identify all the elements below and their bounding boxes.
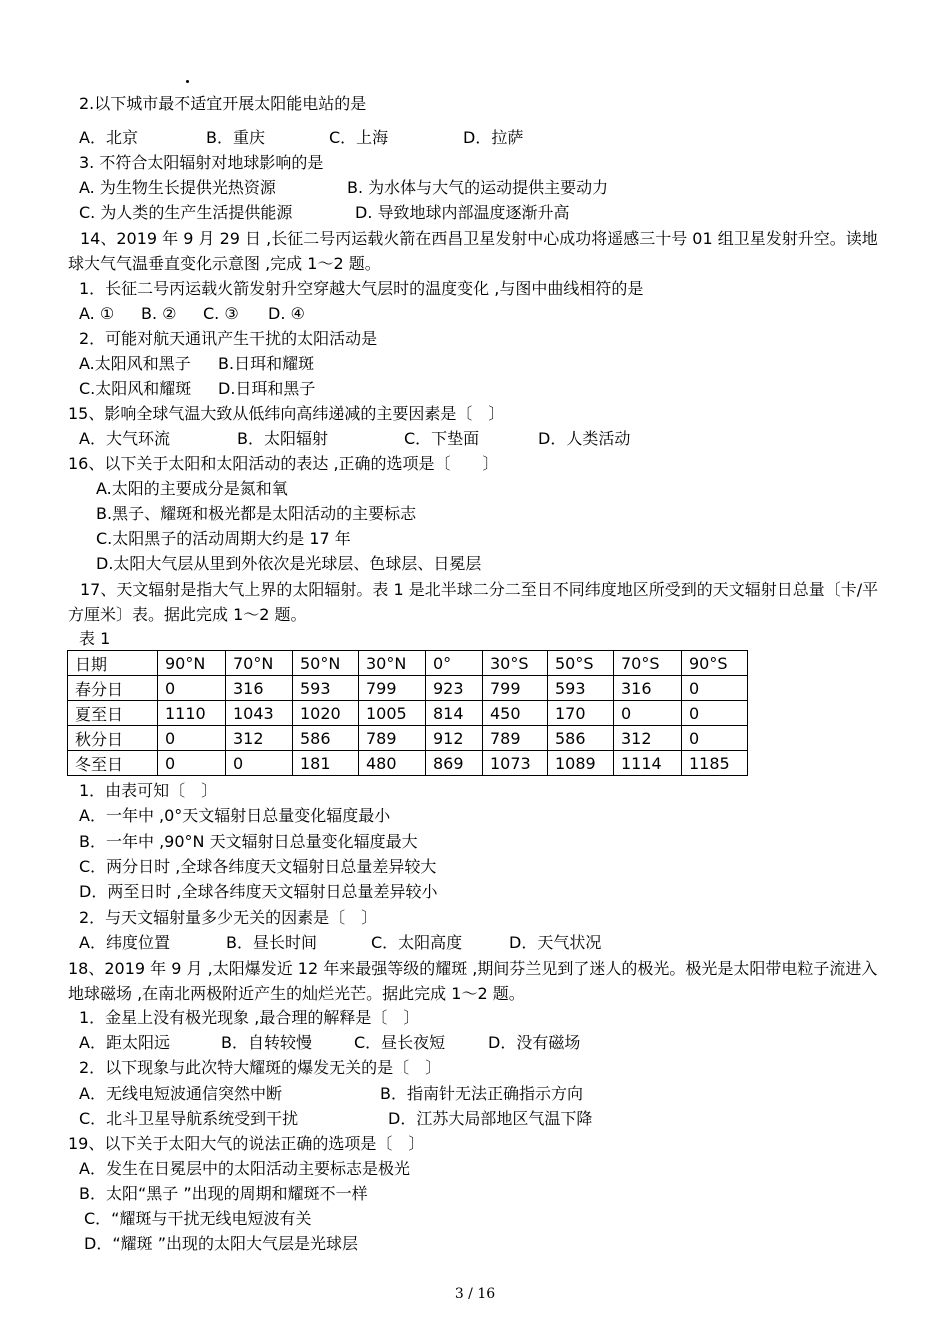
q2-option-a: A．北京 [79, 128, 138, 147]
q14-sub1-option-b: B. ② [141, 304, 177, 323]
table-cell: 814 [426, 701, 483, 726]
table-header-cell: 90°N [158, 651, 226, 676]
table-row [68, 751, 748, 776]
table-cell: 0 [158, 676, 226, 701]
table-cell: 586 [293, 726, 359, 751]
table-header-cell: 50°N [293, 651, 359, 676]
q15-option-d: D．人类活动 [538, 429, 631, 448]
table-cell: 0 [682, 676, 748, 701]
table-cell: 夏至日 [68, 701, 158, 726]
q3-option-a: A. 为生物生长提供光热资源 [79, 178, 276, 197]
table-cell: 799 [359, 676, 426, 701]
q18-intro: 18、2019 年 9 月 ,太阳爆发近 12 年来最强等级的耀斑 ,期间芬兰见到了迷人的极光。极光是太阳带电粒子流进入地球磁场 ,在南北两极附近产生的灿烂光芒。据此完成 1～2 题。 [68, 959, 878, 1003]
q3-stem: 3. 不符合太阳辐射对地球影响的是 [79, 153, 324, 172]
table-header-cell: 70°S [614, 651, 682, 676]
q15-stem: 15、影响全球气温大致从低纬向高纬递减的主要因素是〔 〕 [68, 404, 505, 423]
q3-option-d: D. 导致地球内部温度逐渐升高 [355, 203, 570, 222]
table-cell: 480 [359, 751, 426, 776]
table-cell: 0 [614, 701, 682, 726]
q15-option-a: A．大气环流 [79, 429, 170, 448]
q2-option-d: D．拉萨 [463, 128, 524, 147]
q14-sub2-option-b: B.日珥和耀斑 [218, 354, 315, 373]
q18-sub1-option-d: D．没有磁场 [488, 1033, 581, 1052]
q14-sub2-option-c: C.太阳风和耀斑 [79, 379, 192, 398]
table-caption: 表 1 [79, 629, 111, 648]
table-cell: 799 [483, 676, 548, 701]
table-header-cell: 0° [426, 651, 483, 676]
table-cell: 923 [426, 676, 483, 701]
table-cell: 0 [226, 751, 293, 776]
table-cell: 0 [682, 726, 748, 751]
table-cell: 170 [548, 701, 614, 726]
q14-sub2-option-d: D.日珥和黑子 [218, 379, 316, 398]
table-cell: 312 [614, 726, 682, 751]
table-cell: 593 [293, 676, 359, 701]
q17-sub2-option-b: B．昼长时间 [226, 933, 317, 952]
q16-option-c: C.太阳黑子的活动周期大约是 17 年 [96, 529, 351, 548]
q2-option-c: C．上海 [329, 128, 389, 147]
q3-option-c: C. 为人类的生产生活提供能源 [79, 203, 293, 222]
radiation-table [67, 650, 748, 776]
q17-sub1-stem: 1．由表可知〔 〕 [79, 781, 218, 800]
table-cell: 316 [614, 676, 682, 701]
q18-sub1-option-c: C．昼长夜短 [354, 1033, 446, 1052]
table-cell: 450 [483, 701, 548, 726]
table-cell: 181 [293, 751, 359, 776]
q17-sub1-option-d: D．两至日时 ,全球各纬度天文辐射日总量差异较小 [79, 882, 438, 901]
table-cell: 1089 [548, 751, 614, 776]
table-cell: 1185 [682, 751, 748, 776]
q16-option-b: B.黑子、耀斑和极光都是太阳活动的主要标志 [96, 504, 417, 523]
q14-sub1-option-a: A. ① [79, 304, 115, 323]
q17-sub1-option-b: B．一年中 ,90°N 天文辐射日总量变化辐度最大 [79, 832, 418, 851]
table-cell: 316 [226, 676, 293, 701]
q18-sub1-stem: 1．金星上没有极光现象 ,最合理的解释是〔 〕 [79, 1008, 420, 1027]
q19-option-b: B．太阳“黑子 ”出现的周期和耀斑不一样 [79, 1184, 368, 1203]
table-cell: 1114 [614, 751, 682, 776]
table-cell: 869 [426, 751, 483, 776]
table-header-cell: 90°S [682, 651, 748, 676]
table-header-cell: 50°S [548, 651, 614, 676]
q16-option-a: A.太阳的主要成分是氮和氧 [96, 479, 288, 498]
q3-option-b: B. 为水体与大气的运动提供主要动力 [347, 178, 609, 197]
table-cell: 0 [158, 726, 226, 751]
table-header-cell: 30°S [483, 651, 548, 676]
q17-sub2-stem: 2．与天文辐射量多少无关的因素是〔 〕 [79, 908, 378, 927]
table-cell: 春分日 [68, 676, 158, 701]
table-cell: 秋分日 [68, 726, 158, 751]
table-row [68, 676, 748, 701]
q18-sub2-option-d: D．江苏大局部地区气温下降 [388, 1109, 593, 1128]
stray-dot [186, 80, 189, 83]
q15-option-b: B．太阳辐射 [237, 429, 328, 448]
table-cell: 312 [226, 726, 293, 751]
table-header-cell: 70°N [226, 651, 293, 676]
q14-sub2-stem: 2．可能对航天通讯产生干扰的太阳活动是 [79, 329, 378, 348]
table-header-cell: 30°N [359, 651, 426, 676]
q18-sub2-option-a: A．无线电短波通信突然中断 [79, 1084, 282, 1103]
table-cell: 1043 [226, 701, 293, 726]
table-cell: 1020 [293, 701, 359, 726]
q14-intro: 14、2019 年 9 月 29 日 ,长征二号丙运载火箭在西昌卫星发射中心成功将遥感三十号 01 组卫星发射升空。读地球大气气温垂直变化示意图 ,完成 1～2 题。 [68, 229, 878, 273]
table-cell: 789 [359, 726, 426, 751]
table-header-row [68, 651, 748, 676]
q19-stem: 19、以下关于太阳大气的说法正确的选项是〔 〕 [68, 1134, 425, 1153]
q18-sub2-option-c: C．北斗卫星导航系统受到干扰 [79, 1109, 299, 1128]
q19-option-c: C．“耀斑与干扰无线电短波有关 [84, 1209, 312, 1228]
q14-sub1-option-d: D. ④ [268, 304, 305, 323]
q16-option-d: D.太阳大气层从里到外依次是光球层、色球层、日冕层 [96, 554, 482, 573]
q18-sub2-stem: 2．以下现象与此次特大耀斑的爆发无关的是〔 〕 [79, 1058, 442, 1077]
q18-sub2-option-b: B．指南针无法正确指示方向 [380, 1084, 583, 1103]
table-row [68, 701, 748, 726]
q19-option-a: A．发生在日冕层中的太阳活动主要标志是极光 [79, 1159, 410, 1178]
table-cell: 冬至日 [68, 751, 158, 776]
table-cell: 789 [483, 726, 548, 751]
table-row [68, 726, 748, 751]
table-cell: 593 [548, 676, 614, 701]
table-cell: 1005 [359, 701, 426, 726]
q14-sub1-option-c: C. ③ [203, 304, 239, 323]
q16-stem: 16、以下关于太阳和太阳活动的表达 ,正确的选项是〔 〕 [68, 454, 499, 473]
q18-sub1-option-a: A．距太阳远 [79, 1033, 170, 1052]
q17-sub1-option-c: C．两分日时 ,全球各纬度天文辐射日总量差异较大 [79, 857, 437, 876]
page-number: 3 / 16 [454, 1286, 496, 1302]
table-cell: 0 [158, 751, 226, 776]
q15-option-c: C．下垫面 [404, 429, 480, 448]
q17-sub2-option-d: D．天气状况 [509, 933, 602, 952]
table-cell: 0 [682, 701, 748, 726]
table-header-cell: 日期 [68, 651, 158, 676]
q17-intro: 17、天文辐射是指大气上界的太阳辐射。表 1 是北半球二分二至日不同纬度地区所受到的天文辐射日总量〔卡/平方厘米〕表。据此完成 1～2 题。 [68, 580, 879, 624]
q18-sub1-option-b: B．自转较慢 [221, 1033, 312, 1052]
q2-stem: 2.以下城市最不适宜开展太阳能电站的是 [79, 94, 367, 113]
q17-sub1-option-a: A．一年中 ,0°天文辐射日总量变化辐度最小 [79, 806, 391, 825]
table-cell: 586 [548, 726, 614, 751]
q19-option-d: D．“耀斑 ”出现的太阳大气层是光球层 [84, 1234, 358, 1253]
q14-sub2-option-a: A.太阳风和黑子 [79, 354, 191, 373]
table-cell: 1073 [483, 751, 548, 776]
q2-option-b: B．重庆 [206, 128, 265, 147]
q17-sub2-option-a: A．纬度位置 [79, 933, 170, 952]
q14-sub1-stem: 1．长征二号丙运载火箭发射升空穿越大气层时的温度变化 ,与图中曲线相符的是 [79, 279, 644, 298]
table-cell: 1110 [158, 701, 226, 726]
q17-sub2-option-c: C．太阳高度 [371, 933, 463, 952]
table-cell: 912 [426, 726, 483, 751]
